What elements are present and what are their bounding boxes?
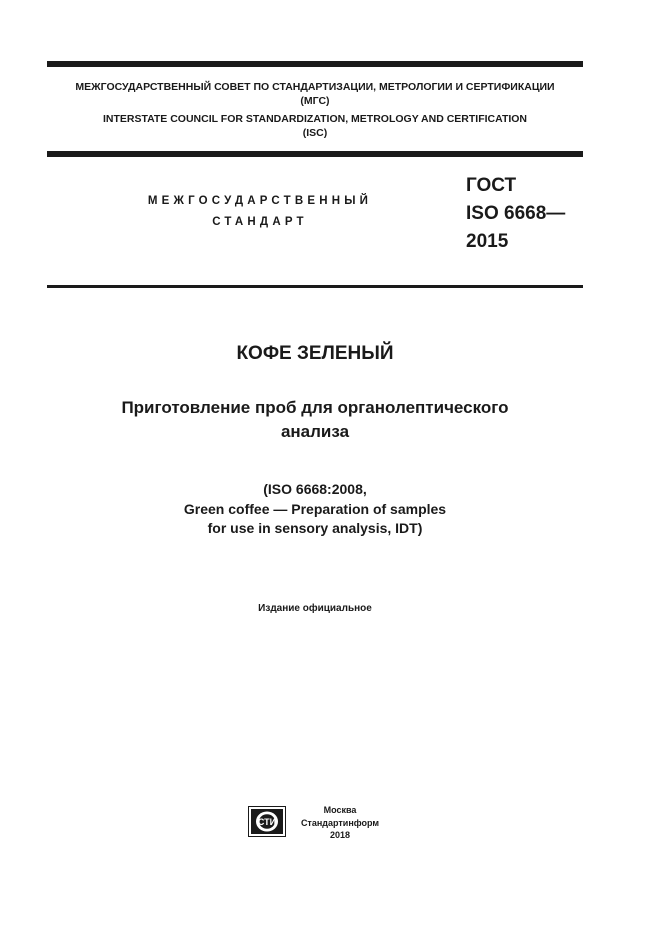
designation-line-3: 2015 — [466, 231, 509, 252]
designation-line-1: ГОСТ — [466, 175, 517, 196]
document-title: КОФЕ ЗЕЛЕНЫЙ — [236, 343, 394, 364]
council-en-line: INTERSTATE COUNCIL FOR STANDARDIZATION, METROLOGY AND CERTIFICATION — [102, 113, 528, 125]
council-ru-line: МЕЖГОСУДАРСТВЕННЫЙ СОВЕТ ПО СТАНДАРТИЗАЦИИ, МЕТРОЛОГИИ И СЕРТИФИКАЦИИ — [75, 81, 555, 93]
standard-type-line-1: МЕЖГОСУДАРСТВЕННЫЙ — [147, 195, 373, 207]
council-ru-abbr: (МГС) — [300, 95, 330, 107]
subtitle-line-1: Приготовление проб для органолептического — [121, 398, 509, 417]
iso-ref-line-2: Green coffee — Preparation of samples — [183, 500, 447, 517]
logo-text: СТИ — [257, 817, 277, 827]
publisher-name: Стандартинформ — [300, 817, 380, 828]
middle-rule — [47, 151, 583, 157]
publisher-year: 2018 — [329, 830, 351, 840]
designation-line-2: ISO 6668— — [466, 203, 566, 224]
standard-designation — [466, 172, 565, 256]
iso-reference — [47, 480, 583, 539]
council-name-ru — [47, 80, 583, 108]
council-name-en — [47, 112, 583, 140]
thin-rule — [47, 285, 583, 288]
standartinform-logo-icon — [248, 806, 286, 837]
subtitle-line-2: анализа — [280, 422, 350, 441]
council-en-abbr: (ISC) — [302, 127, 328, 139]
standard-type — [105, 191, 415, 233]
edition-note: Издание официальное — [258, 603, 372, 614]
top-rule — [47, 61, 583, 67]
standard-type-line-2: СТАНДАРТ — [212, 216, 308, 228]
document-subtitle — [47, 396, 583, 444]
iso-ref-line-1: (ISO 6668:2008, — [263, 481, 367, 497]
publisher-info — [300, 804, 380, 842]
iso-ref-line-3: for use in sensory analysis, IDT) — [207, 520, 423, 536]
publisher-city: Москва — [323, 805, 357, 815]
